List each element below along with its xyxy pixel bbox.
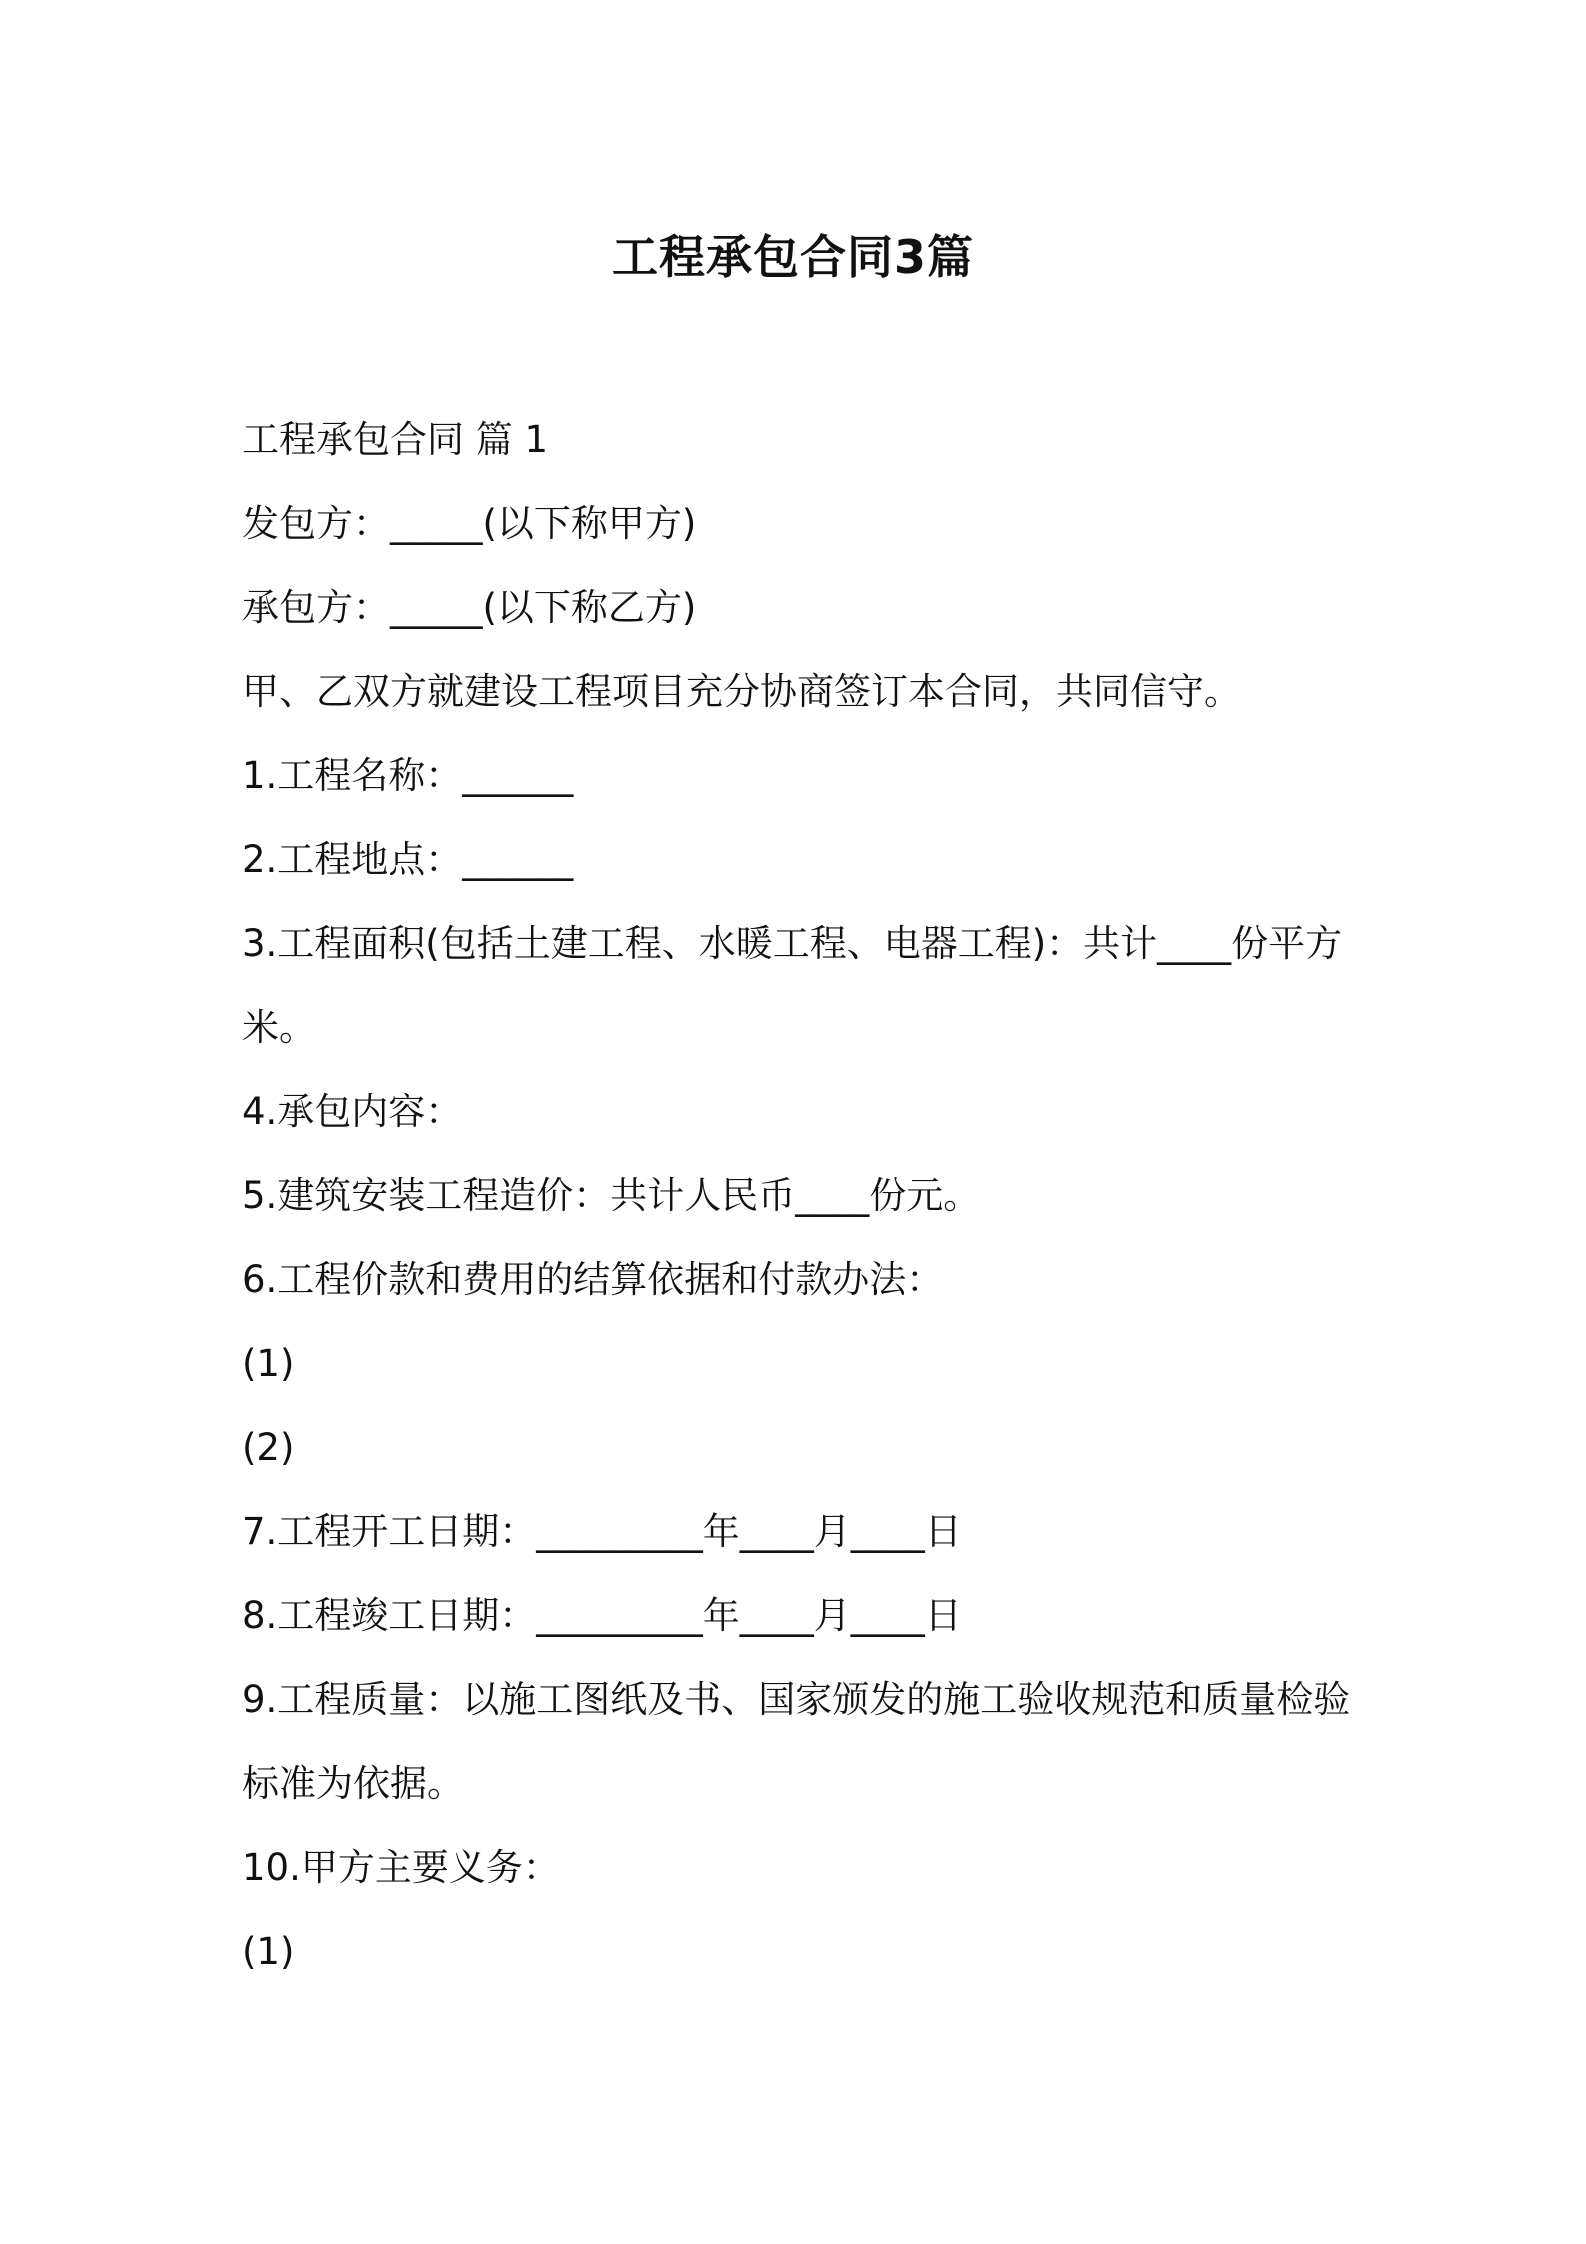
list-item: (1): [242, 1342, 295, 1385]
employer-party-line: 发包方：_____(以下称甲方): [242, 502, 697, 545]
agreement-preamble: 甲、乙双方就建设工程项目充分协商签订本合同，共同信守。: [242, 670, 1241, 713]
clause-payment-method: 6.工程价款和费用的结算依据和付款办法：: [242, 1258, 944, 1301]
clause-project-name: 1.工程名称：______: [242, 754, 574, 797]
document-body: [242, 398, 1362, 1994]
clause-contract-price: 5.建筑安装工程造价：共计人民币____份元。: [242, 1174, 981, 1217]
clause-employer-obligations: 10.甲方主要义务：: [242, 1846, 560, 1889]
section-heading: 工程承包合同 篇 1: [242, 418, 549, 461]
document-title: 工程承包合同3篇: [611, 230, 974, 284]
list-item: (1): [242, 1930, 295, 1973]
clause-completion-date: 8.工程竣工日期：_________年____月____日: [242, 1594, 962, 1637]
clause-project-area: 3.工程面积(包括土建工程、水暖工程、电器工程)：共计____份平方米。: [242, 922, 1343, 1049]
clause-project-quality: 9.工程质量：以施工图纸及书、国家颁发的施工验收规范和质量检验标准为依据。: [242, 1678, 1351, 1805]
list-item: (2): [242, 1426, 295, 1469]
contractor-party-line: 承包方：_____(以下称乙方): [242, 586, 697, 629]
clause-contract-scope: 4.承包内容：: [242, 1090, 463, 1133]
clause-start-date: 7.工程开工日期：_________年____月____日: [242, 1510, 962, 1553]
clause-project-location: 2.工程地点：______: [242, 838, 574, 881]
